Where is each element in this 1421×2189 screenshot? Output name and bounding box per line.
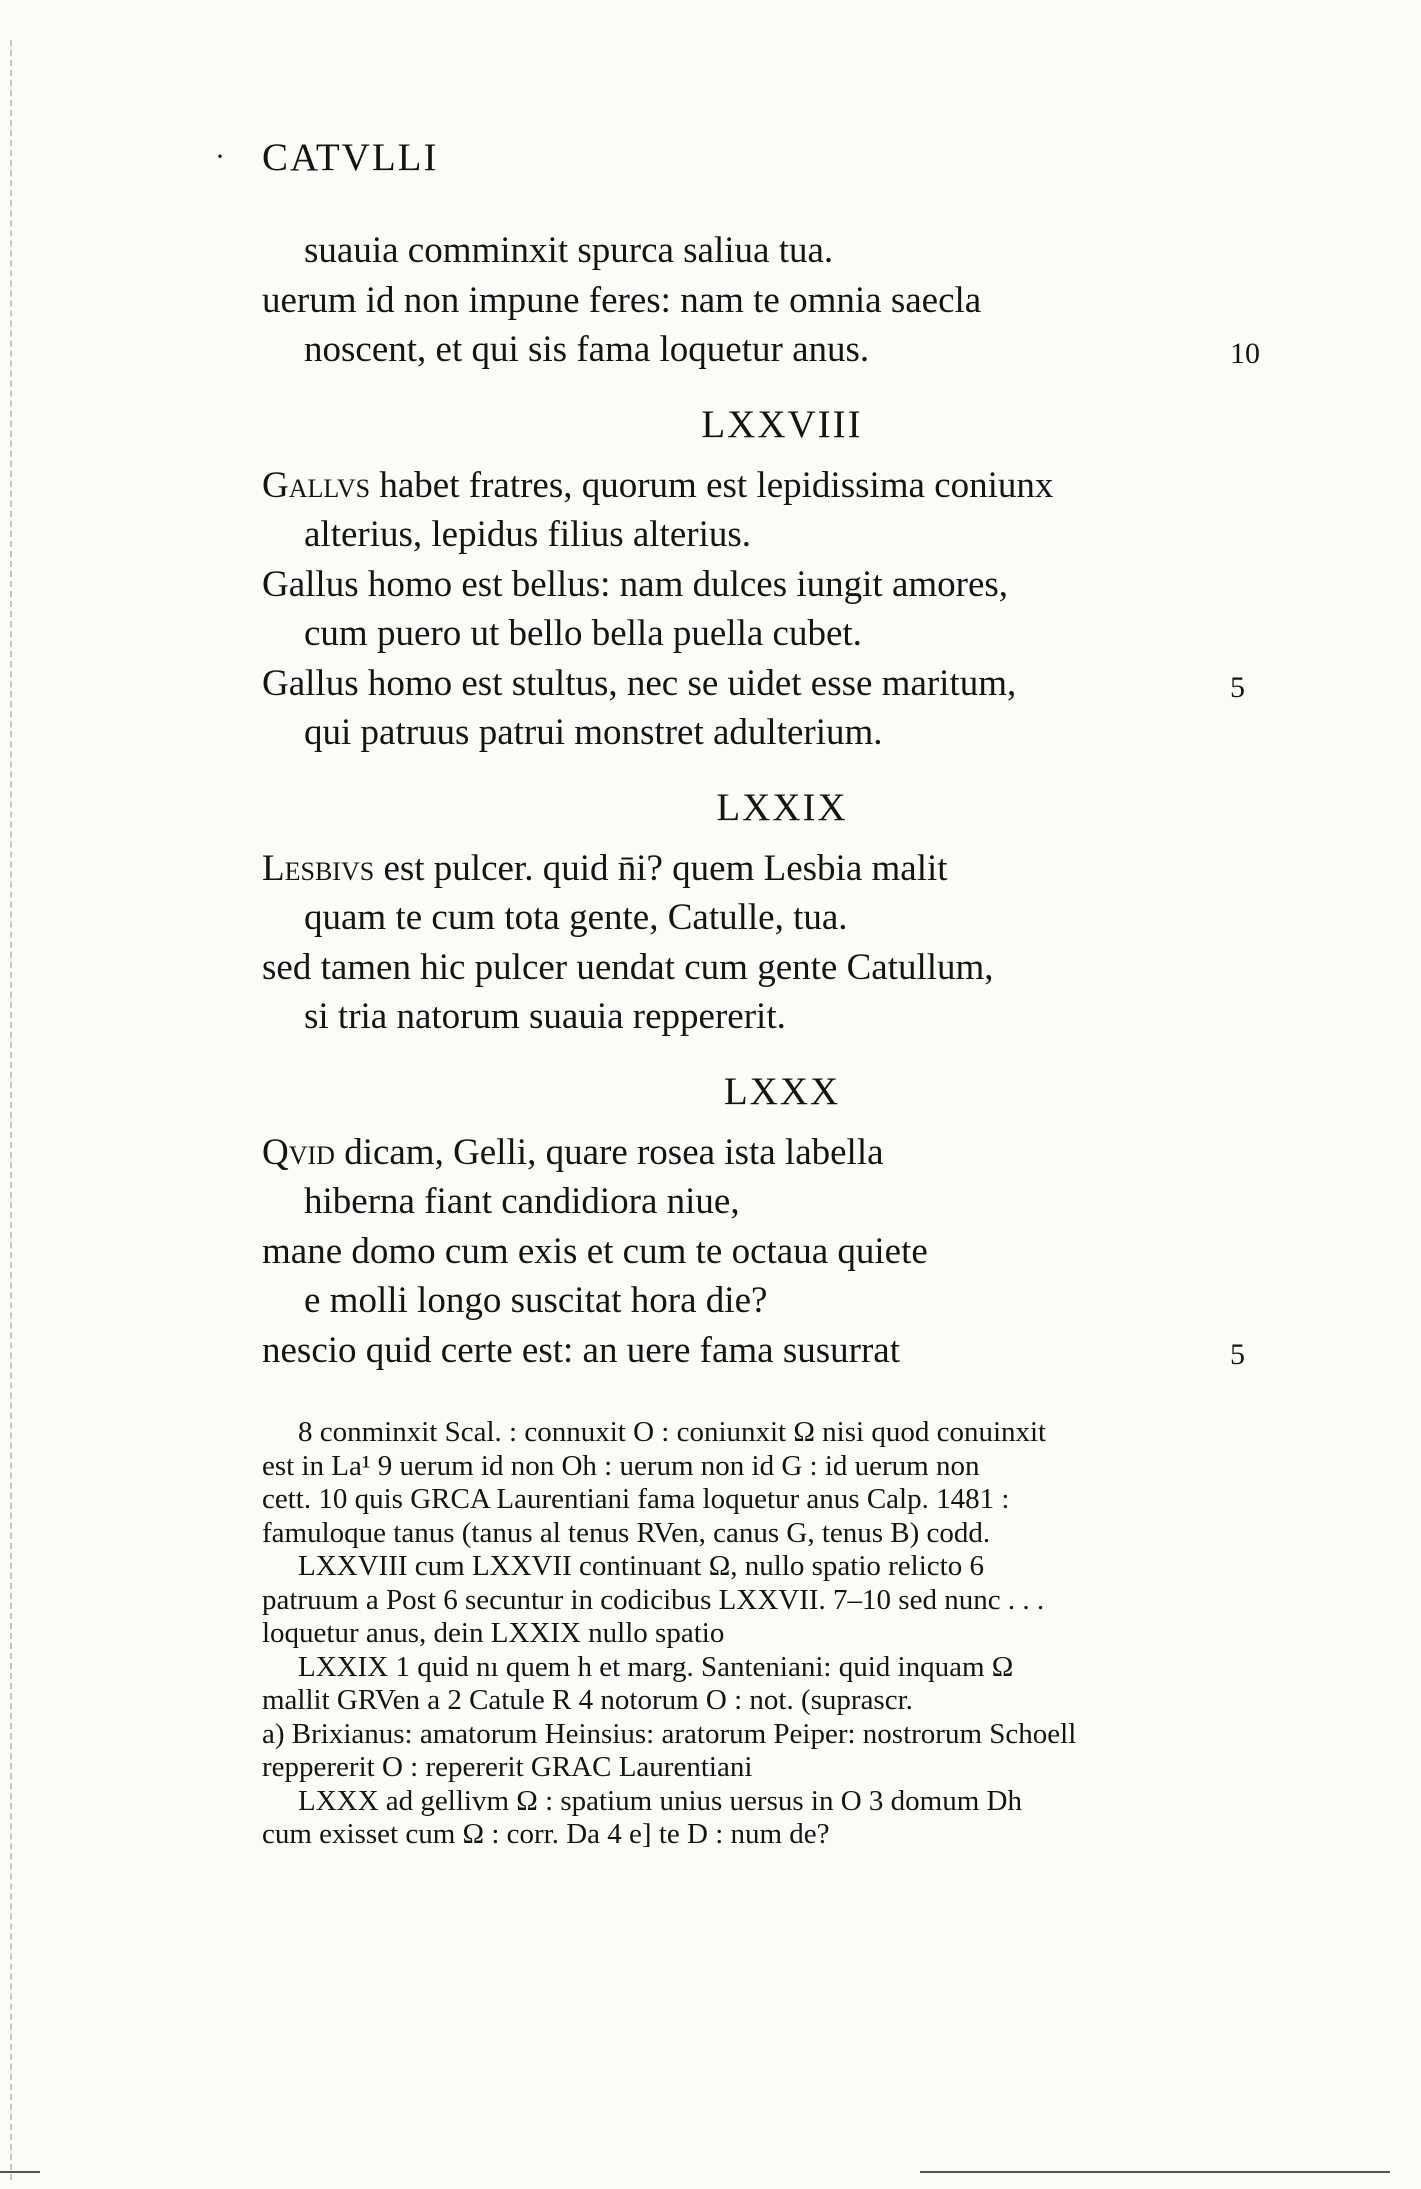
verse-line xyxy=(262,325,1262,375)
apparatus-line: LXXVIII cum LXXVII continuant Ω, nullo spatio relicto 6 xyxy=(298,1550,984,1582)
verse-line xyxy=(262,1276,1262,1326)
apparatus-line: famuloque tanus (tanus al tenus RVen, canus G, tenus B) codd. xyxy=(262,1516,991,1549)
verse-text: Gallus homo est bellus: nam dulces iungit amores, xyxy=(262,563,1009,605)
verse-line xyxy=(262,226,1262,276)
verse-text: sed tamen hic pulcer uendat cum gente Catullum, xyxy=(262,946,994,988)
verse-line xyxy=(262,1326,1262,1376)
binding-gutter-marks xyxy=(10,40,18,2180)
poem-text xyxy=(262,226,1262,1375)
line-number: 5 xyxy=(1230,1337,1245,1371)
verse-line-first xyxy=(262,844,1262,894)
header-dot: · xyxy=(215,140,225,173)
verse-text: noscent, et qui sis fama loquetur anus. xyxy=(304,329,870,370)
verse-text: uerum id non impune feres: nam te omnia saecla xyxy=(262,279,982,321)
line-number: 5 xyxy=(1230,670,1245,704)
bottom-rule-left xyxy=(0,2171,40,2173)
verse-line-first xyxy=(262,1128,1262,1178)
poem-title: LXXVIII xyxy=(701,402,863,446)
apparatus-line: patruum a Post 6 secuntur in codicibus LXXVII. 7–10 sed nunc . . . xyxy=(262,1583,1045,1616)
verse-text: suauia comminxit spurca saliua tua. xyxy=(304,230,834,271)
verse-text: qui patruus patrui monstret adulterium. xyxy=(304,712,883,753)
verse-line xyxy=(262,609,1262,659)
running-header: CATVLLI xyxy=(262,136,439,179)
verse-line xyxy=(262,943,1262,993)
verse-text: cum puero ut bello bella puella cubet. xyxy=(304,613,862,654)
verse-line xyxy=(262,1177,1262,1227)
verse-line xyxy=(262,510,1262,560)
apparatus-line: reppererit O : repererit GRAC Laurentiani xyxy=(262,1751,753,1783)
verse-text: mane domo cum exis et cum te octaua quiete xyxy=(262,1230,928,1272)
line-number: 10 xyxy=(1230,337,1260,370)
verse-line-first xyxy=(262,461,1262,511)
verse-text: hiberna fiant candidiora niue, xyxy=(304,1181,740,1222)
incipit-word: Gallvs xyxy=(262,464,371,506)
apparatus-line: est in La¹ 9 uerum id non Oh : uerum non id G : id uerum non xyxy=(262,1449,980,1482)
incipit-word: Lesbivs xyxy=(262,847,375,889)
apparatus-line: LXXIX 1 quid nı quem h et marg. Santeniani: quid inquam Ω xyxy=(298,1650,1014,1683)
verse-text: dicam, Gelli, quare rosea ista labella xyxy=(334,1131,884,1173)
apparatus-line: LXXX ad gellivm Ω : spatium unius uersus in O 3 domum Dh xyxy=(298,1784,1022,1817)
poem-title: LXXIX xyxy=(716,785,848,829)
verse-line xyxy=(262,893,1262,943)
verse-line xyxy=(262,1227,1262,1277)
verse-text: est pulcer. quid n̄i? quem Lesbia malit xyxy=(374,847,948,889)
verse-text: habet fratres, quorum est lepidissima coniunx xyxy=(370,464,1054,506)
verse-text: e molli longo suscitat hora die? xyxy=(304,1280,768,1321)
verse-line xyxy=(262,708,1262,758)
critical-apparatus xyxy=(262,1416,1262,1852)
incipit-word: Qvid xyxy=(262,1131,335,1173)
bottom-rule xyxy=(920,2171,1390,2173)
verse-text: si tria natorum suauia reppererit. xyxy=(304,996,786,1037)
apparatus-line: 8 conminxit Scal. : connuxit O : coniunxit Ω nisi quod conuinxit xyxy=(298,1416,1047,1448)
apparatus-line: a) Brixianus: amatorum Heinsius: aratorum Peiper: nostrorum Schoell xyxy=(262,1717,1077,1750)
verse-text: nescio quid certe est: an uere fama susurrat xyxy=(262,1329,900,1371)
apparatus-line: loquetur anus, dein LXXIX nullo spatio xyxy=(262,1617,725,1649)
apparatus-line: cum exisset cum Ω : corr. Da 4 e] te D : num de? xyxy=(262,1818,830,1850)
apparatus-line: cett. 10 quis GRCA Laurentiani fama loquetur anus Calp. 1481 : xyxy=(262,1483,1010,1515)
verse-line xyxy=(262,659,1262,709)
verse-line xyxy=(262,560,1262,610)
verse-text: Gallus homo est stultus, nec se uidet esse maritum, xyxy=(262,662,1017,704)
poem-title: LXXX xyxy=(723,1069,841,1113)
verse-line xyxy=(262,276,1262,326)
verse-text: quam te cum tota gente, Catulle, tua. xyxy=(304,897,848,938)
apparatus-line: mallit GRVen a 2 Catule R 4 notorum O : not. (suprascr. xyxy=(262,1684,913,1716)
verse-line xyxy=(262,992,1262,1042)
verse-text: alterius, lepidus filius alterius. xyxy=(304,514,751,555)
